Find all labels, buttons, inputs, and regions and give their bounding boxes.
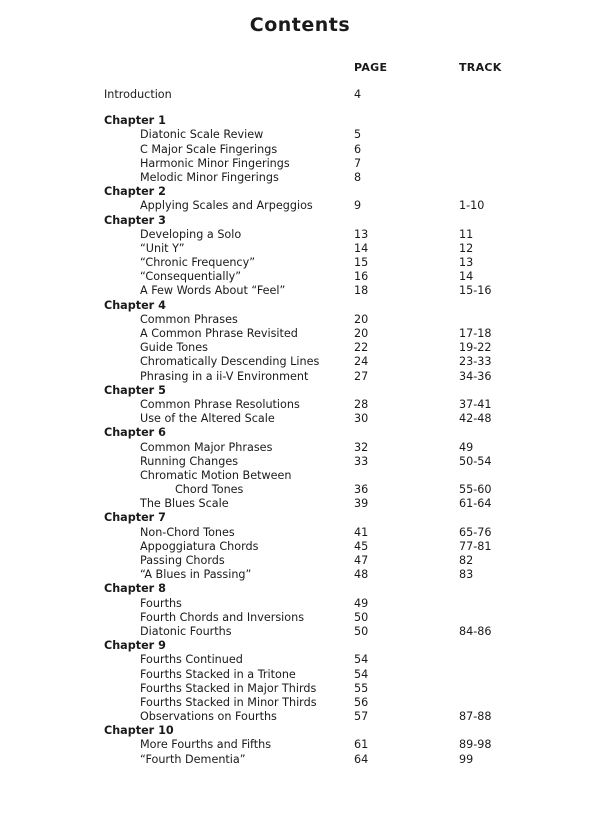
- toc-entry: [0, 625, 600, 639]
- chapter-heading: [0, 639, 600, 653]
- page-number: 36: [354, 483, 369, 497]
- toc-entry: [0, 597, 600, 611]
- entry-title: Fourths Continued: [140, 653, 243, 667]
- chapter-heading: [0, 582, 600, 596]
- track-number: 1-10: [459, 199, 485, 213]
- track-number: 82: [459, 554, 474, 567]
- chapter-heading: [0, 511, 600, 525]
- chapter-title: Chapter 5: [104, 383, 166, 397]
- toc-entry: [0, 668, 600, 682]
- page-number: 61: [354, 738, 369, 752]
- page-number: 50: [354, 624, 369, 638]
- toc-entry: [0, 554, 600, 568]
- entry-title: More Fourths and Fifths: [140, 738, 272, 752]
- page-number: 41: [354, 525, 369, 539]
- page-number: 24: [354, 355, 369, 369]
- chapter-heading: [0, 114, 600, 128]
- chapter-title: Chapter 7: [104, 511, 166, 525]
- entry-title: “Fourth Dementia”: [140, 752, 246, 766]
- entry-title: “Consequentially”: [140, 270, 242, 284]
- page-number: 57: [354, 710, 369, 724]
- entry-title: Developing a Solo: [140, 227, 242, 241]
- chapter-heading: [0, 214, 600, 228]
- toc-entry: [0, 242, 600, 256]
- entry-title: Non-Chord Tones: [140, 525, 235, 539]
- toc-entry: [0, 611, 600, 625]
- page-number: 8: [354, 170, 362, 184]
- chapter-heading: [0, 724, 600, 738]
- toc-entry: [0, 682, 600, 696]
- entry-title: Use of the Altered Scale: [140, 412, 275, 426]
- toc-entry: [0, 128, 600, 142]
- page-number: 39: [354, 497, 369, 511]
- page-number: 54: [354, 667, 369, 681]
- entry-title: Running Changes: [140, 454, 239, 468]
- toc-entry: [0, 526, 600, 540]
- track-number: 12: [459, 241, 474, 255]
- toc-entry: [0, 327, 600, 341]
- track-number: 50-54: [459, 454, 492, 468]
- page-number: 47: [354, 554, 369, 567]
- page-number: 22: [354, 341, 369, 355]
- page-number: 14: [354, 241, 369, 255]
- page-number: 64: [354, 752, 369, 766]
- track-number: 99: [459, 752, 474, 766]
- chapter-title: Chapter 4: [104, 298, 166, 312]
- toc-entry: [0, 696, 600, 710]
- track-number: 65-76: [459, 525, 492, 539]
- page-title: Contents: [249, 14, 351, 36]
- toc-entry: [0, 228, 600, 242]
- track-number: 84-86: [459, 624, 492, 638]
- entry-title: Chord Tones: [175, 483, 244, 497]
- chapter-heading: [0, 185, 600, 199]
- chapter-title: Chapter 2: [104, 185, 166, 199]
- track-number: 89-98: [459, 738, 492, 752]
- page-number: 20: [354, 312, 369, 326]
- entry-title: Common Phrases: [140, 312, 238, 326]
- toc-entry: [0, 455, 600, 469]
- page-number: 50: [354, 610, 369, 624]
- page-number: 9: [354, 199, 362, 213]
- chapter-heading: [0, 299, 600, 313]
- track-number: 87-88: [459, 710, 492, 724]
- track-number: 34-36: [459, 369, 492, 383]
- page-number: 20: [354, 327, 369, 340]
- chapter-title: Chapter 3: [104, 213, 166, 227]
- toc-entry: [0, 398, 600, 412]
- toc-entry: [0, 355, 600, 369]
- page-number: 45: [354, 539, 369, 553]
- track-number: 55-60: [459, 483, 492, 497]
- track-number: 23-33: [459, 355, 492, 369]
- page-number: 32: [354, 440, 369, 454]
- toc-list: [0, 88, 600, 767]
- chapter-title: Chapter 6: [104, 426, 166, 440]
- page-number: 13: [354, 227, 369, 241]
- toc-entry: [0, 497, 600, 511]
- toc-entry: [0, 270, 600, 284]
- entry-title: Melodic Minor Fingerings: [140, 170, 279, 184]
- chapter-title: Chapter 1: [104, 114, 166, 128]
- entry-title: A Few Words About “Feel”: [140, 284, 286, 298]
- page-number: 49: [354, 596, 369, 610]
- entry-title: “Chronic Frequency”: [140, 256, 255, 270]
- chapter-heading: [0, 426, 600, 440]
- entry-title: “Unit Y”: [140, 241, 185, 255]
- entry-title: Harmonic Minor Fingerings: [140, 156, 290, 170]
- track-number: 49: [459, 440, 474, 454]
- toc-entry: [0, 157, 600, 171]
- toc-entry: [0, 710, 600, 724]
- toc-entry: [0, 483, 600, 497]
- page-number: 55: [354, 681, 369, 695]
- entry-title: Observations on Fourths: [140, 710, 277, 724]
- chapter-title: Chapter 9: [104, 639, 166, 653]
- track-number: 13: [459, 256, 474, 270]
- page-number: 30: [354, 412, 369, 426]
- entry-title: Chromatically Descending Lines: [140, 355, 320, 369]
- entry-title: Fourths: [140, 596, 182, 610]
- toc-entry: [0, 370, 600, 384]
- toc-entry: [0, 412, 600, 426]
- entry-title: Diatonic Scale Review: [140, 128, 264, 142]
- entry-title: Fourths Stacked in a Tritone: [140, 667, 296, 681]
- entry-title: “A Blues in Passing”: [140, 568, 252, 582]
- page-number: 4: [354, 88, 362, 101]
- toc-entry: [0, 341, 600, 355]
- entry-title: Common Major Phrases: [140, 440, 273, 454]
- page-number: 48: [354, 568, 369, 582]
- entry-title: Fourths Stacked in Minor Thirds: [140, 695, 317, 709]
- chapter-title: Chapter 10: [104, 724, 174, 738]
- entry-title: Fourths Stacked in Major Thirds: [140, 681, 317, 695]
- entry-title: The Blues Scale: [140, 497, 229, 511]
- toc-entry: [0, 568, 600, 582]
- entry-title: Fourth Chords and Inversions: [140, 610, 305, 624]
- toc-entry: [0, 738, 600, 752]
- entry-title: A Common Phrase Revisited: [140, 327, 298, 340]
- page-number: 28: [354, 397, 369, 411]
- track-number: 77-81: [459, 539, 492, 553]
- toc-entry: [0, 313, 600, 327]
- page-number: 5: [354, 128, 362, 142]
- track-number: 14: [459, 270, 474, 284]
- toc-entry: [0, 284, 600, 298]
- page-number: 56: [354, 695, 369, 709]
- toc-entry: [0, 441, 600, 455]
- chapter-heading: [0, 384, 600, 398]
- entry-title: Applying Scales and Arpeggios: [140, 199, 313, 213]
- page-number: 15: [354, 256, 369, 270]
- entry-title: Common Phrase Resolutions: [140, 397, 300, 411]
- entry-title: Appoggiatura Chords: [140, 539, 259, 553]
- page-number: 7: [354, 156, 362, 170]
- toc-entry: [0, 143, 600, 157]
- toc-entry: [0, 171, 600, 185]
- toc-entry: [0, 256, 600, 270]
- track-column-header: TRACK: [459, 61, 502, 74]
- entry-title: Phrasing in a ii-V Environment: [140, 369, 309, 383]
- entry-title: Guide Tones: [140, 341, 208, 355]
- page-number: 33: [354, 454, 369, 468]
- entry-title: Introduction: [104, 88, 172, 101]
- entry-title: Diatonic Fourths: [140, 624, 232, 638]
- entry-title: Passing Chords: [140, 554, 225, 567]
- toc-entry: [0, 469, 600, 483]
- page-number: 54: [354, 653, 369, 667]
- page-number: 18: [354, 284, 369, 298]
- page-column-header: PAGE: [354, 61, 388, 74]
- page-number: 27: [354, 369, 369, 383]
- track-number: 17-18: [459, 327, 492, 340]
- toc-entry: [0, 653, 600, 667]
- toc-entry: [0, 540, 600, 554]
- entry-title: C Major Scale Fingerings: [140, 142, 278, 156]
- toc-entry: [0, 88, 600, 102]
- track-number: 61-64: [459, 497, 492, 511]
- page-number: 6: [354, 142, 362, 156]
- track-number: 37-41: [459, 397, 492, 411]
- page-number: 16: [354, 270, 369, 284]
- track-number: 11: [459, 227, 474, 241]
- entry-title: Chromatic Motion Between: [140, 468, 292, 482]
- track-number: 15-16: [459, 284, 492, 298]
- toc-entry: [0, 753, 600, 767]
- toc-entry: [0, 199, 600, 213]
- track-number: 83: [459, 568, 474, 582]
- chapter-title: Chapter 8: [104, 582, 166, 596]
- track-number: 19-22: [459, 341, 492, 355]
- track-number: 42-48: [459, 412, 492, 426]
